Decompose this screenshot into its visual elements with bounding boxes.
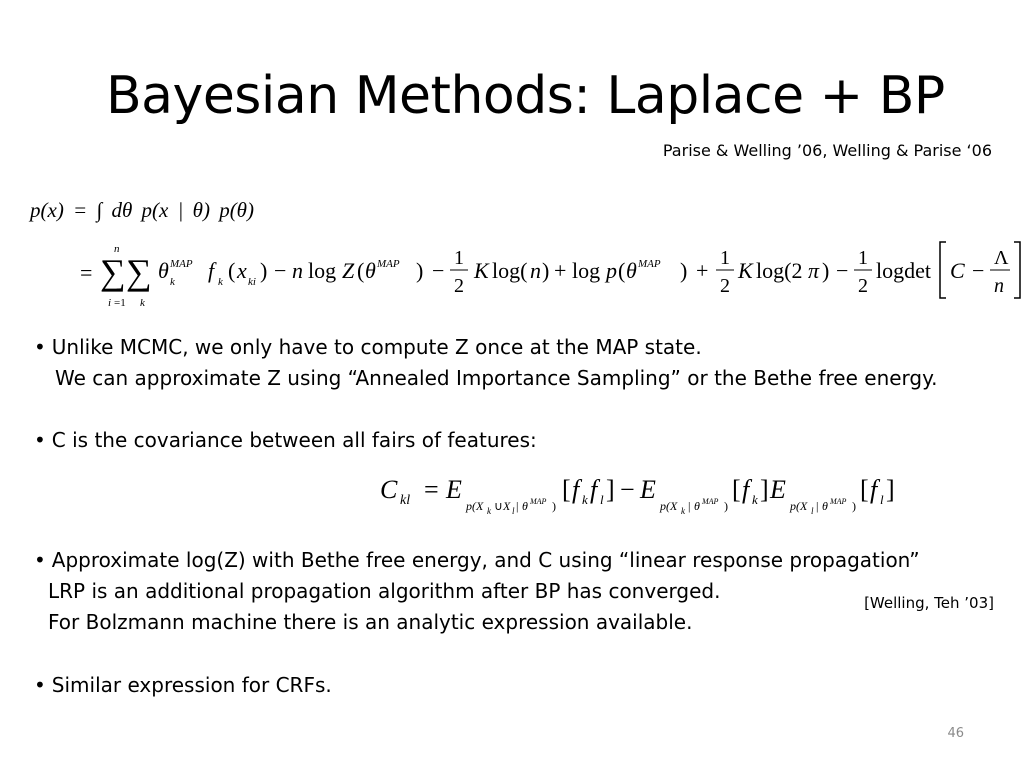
svg-text:C: C xyxy=(950,258,965,283)
bullet-mcmc: • Unlike MCMC, we only have to compute Z once at the MAP state. xyxy=(34,335,702,359)
svg-text:θ: θ xyxy=(822,499,828,513)
svg-text:Λ: Λ xyxy=(994,247,1009,269)
svg-text:k: k xyxy=(170,276,175,288)
svg-text:−: − xyxy=(432,258,445,283)
svg-text:l: l xyxy=(811,506,814,516)
svg-text:θ: θ xyxy=(522,499,528,513)
svg-text:]: ] xyxy=(886,475,895,504)
svg-text:): ) xyxy=(852,499,856,513)
svg-text:k: k xyxy=(582,492,588,507)
svg-text:+: + xyxy=(696,258,709,283)
svg-text:[: [ xyxy=(562,475,571,504)
svg-text:log: log xyxy=(308,258,337,283)
svg-text:n: n xyxy=(530,258,541,283)
svg-text:−: − xyxy=(972,258,985,283)
page-number: 46 xyxy=(947,726,964,741)
svg-text:MAP: MAP xyxy=(170,258,193,270)
svg-text:ki: ki xyxy=(248,276,256,288)
svg-text:(: ( xyxy=(618,258,626,283)
svg-text:log(2: log(2 xyxy=(756,258,803,283)
svg-text:=: = xyxy=(80,260,93,285)
svg-text:|: | xyxy=(516,499,519,513)
svg-text:2: 2 xyxy=(720,275,730,297)
svg-text:MAP: MAP xyxy=(377,258,400,270)
svg-text:(: ( xyxy=(357,258,365,283)
svg-text:k: k xyxy=(487,506,491,516)
svg-text:|: | xyxy=(688,499,691,513)
svg-text:∑: ∑ xyxy=(100,252,126,292)
svg-text:x: x xyxy=(237,258,247,283)
svg-text:2: 2 xyxy=(454,275,464,297)
svg-text:MAP: MAP xyxy=(830,497,847,506)
svg-text:−: − xyxy=(274,258,287,283)
svg-text:f: f xyxy=(870,475,878,504)
svg-text:(: ( xyxy=(228,258,236,283)
svg-text:f: f xyxy=(590,475,598,504)
svg-text:MAP: MAP xyxy=(530,497,547,506)
svg-text:p(X: p(X xyxy=(660,499,678,513)
svg-text:∪: ∪ xyxy=(494,499,503,513)
svg-text:): ) xyxy=(542,258,550,283)
svg-text:n: n xyxy=(114,243,120,255)
svg-text:p: p xyxy=(606,258,617,283)
svg-text:E: E xyxy=(770,475,786,504)
svg-text:2: 2 xyxy=(858,275,868,297)
svg-text:): ) xyxy=(822,258,830,283)
svg-text:θ: θ xyxy=(626,258,637,283)
equation-marginal-likelihood: p(x) = ∫ dθ p(x | θ) p(θ) xyxy=(30,198,254,222)
svg-text:−: − xyxy=(836,258,849,283)
svg-text:f: f xyxy=(572,475,580,504)
svg-text:=1: =1 xyxy=(114,297,126,309)
svg-text:i: i xyxy=(108,297,112,309)
citation-top: Parise & Welling ’06, Welling & Parise ‘06 xyxy=(662,141,992,160)
svg-text:k: k xyxy=(752,492,758,507)
equation-covariance xyxy=(380,470,1000,520)
bullet-covariance: • C is the covariance between all fairs of features: xyxy=(34,428,537,452)
svg-text:E: E xyxy=(446,475,462,504)
svg-text:K: K xyxy=(738,258,753,283)
svg-text:MAP: MAP xyxy=(638,258,661,270)
svg-text:): ) xyxy=(552,499,556,513)
bullet-crfs: • Similar expression for CRFs. xyxy=(34,673,332,697)
bullet-mcmc-continuation: We can approximate Z using “Annealed Importance Sampling” or the Bethe free energy. xyxy=(55,366,938,390)
svg-text:1: 1 xyxy=(858,247,868,269)
svg-text:∑: ∑ xyxy=(126,252,152,292)
svg-text:k: k xyxy=(140,297,145,309)
svg-text:−: − xyxy=(620,475,635,504)
svg-text:1: 1 xyxy=(454,247,464,269)
svg-text:+: + xyxy=(554,258,567,283)
svg-text:K: K xyxy=(474,258,489,283)
slide-title: Bayesian Methods: Laplace + BP xyxy=(106,66,945,126)
svg-text:n: n xyxy=(292,258,303,283)
svg-text:θ: θ xyxy=(158,258,169,283)
citation-welling-teh: [Welling, Teh ’03] xyxy=(864,594,994,612)
svg-text:log: log xyxy=(572,258,601,283)
svg-text:1: 1 xyxy=(720,247,730,269)
svg-text:log(: log( xyxy=(492,258,528,283)
svg-text:): ) xyxy=(260,258,268,283)
svg-text:p(X: p(X xyxy=(790,499,808,513)
svg-text:θ: θ xyxy=(365,258,376,283)
svg-text:l: l xyxy=(880,492,884,507)
svg-text:): ) xyxy=(416,258,424,283)
svg-text:k: k xyxy=(681,506,685,516)
svg-text:[: [ xyxy=(732,475,741,504)
svg-text:l: l xyxy=(512,506,515,516)
svg-text:): ) xyxy=(680,258,688,283)
svg-text:n: n xyxy=(994,275,1004,297)
svg-text:|: | xyxy=(816,499,819,513)
svg-text:X: X xyxy=(503,499,511,513)
svg-text:MAP: MAP xyxy=(702,497,719,506)
svg-text:Z: Z xyxy=(342,258,355,283)
svg-text:k: k xyxy=(218,276,223,288)
svg-text:p(X: p(X xyxy=(466,499,484,513)
svg-text:θ: θ xyxy=(694,499,700,513)
svg-text:E: E xyxy=(640,475,656,504)
svg-text:f: f xyxy=(742,475,750,504)
svg-text:): ) xyxy=(724,499,728,513)
svg-text:f: f xyxy=(208,258,215,283)
svg-text:C: C xyxy=(380,475,398,504)
bullet-bolzmann: For Bolzmann machine there is an analytic expression available. xyxy=(48,610,693,634)
svg-text:logdet: logdet xyxy=(876,258,931,283)
svg-text:=: = xyxy=(424,475,439,504)
svg-text:π: π xyxy=(808,258,820,283)
bullet-approximate-logz: • Approximate log(Z) with Bethe free energy, and C using “linear response propagation” xyxy=(34,548,920,572)
svg-text:]: ] xyxy=(760,475,769,504)
svg-text:[: [ xyxy=(860,475,869,504)
equation-laplace-expansion xyxy=(80,240,1024,310)
svg-text:kl: kl xyxy=(400,493,411,508)
svg-text:l: l xyxy=(600,492,604,507)
svg-text:]: ] xyxy=(606,475,615,504)
bullet-lrp: LRP is an additional propagation algorithm after BP has converged. xyxy=(48,579,721,603)
